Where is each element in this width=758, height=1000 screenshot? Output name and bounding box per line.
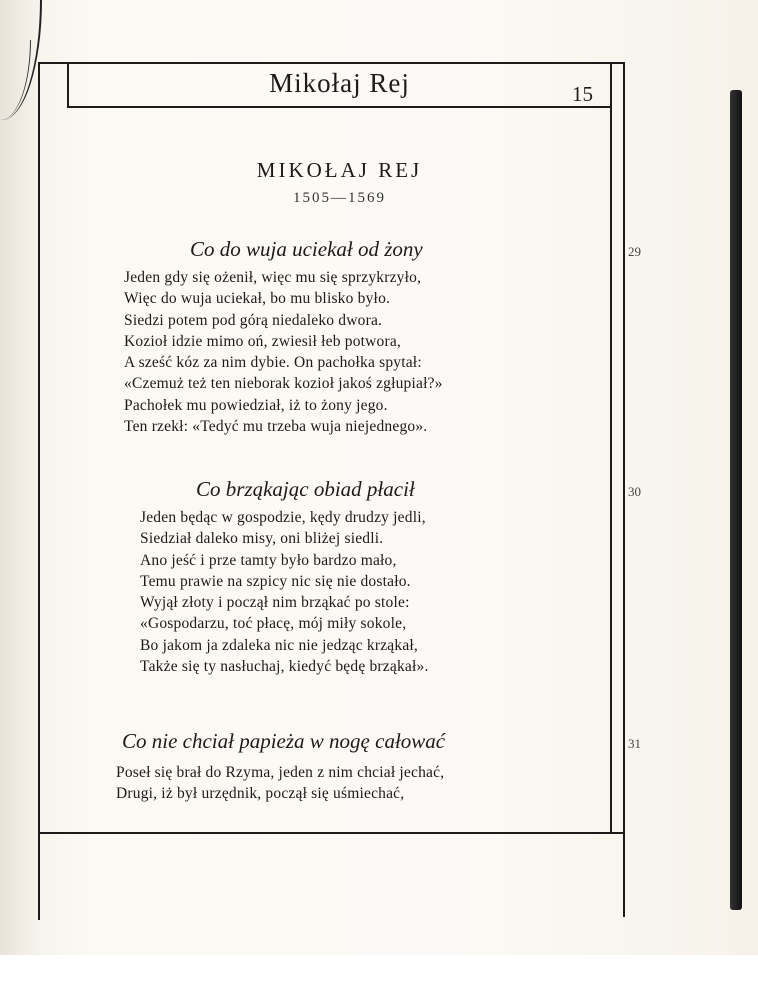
poem-body <box>124 267 443 437</box>
poem-title: Co nie chciał papieża w nogę całować <box>122 729 446 753</box>
poem-line: Siedział daleko misy, oni bliżej siedli. <box>140 530 384 548</box>
poem-line: Jeden gdy się ożenił, więc mu się sprzykrzyło, <box>124 269 422 286</box>
poem-line: Także się ty nasłuchaj, kiedyć będę brząkał». <box>140 658 429 676</box>
poem-body <box>116 762 444 805</box>
poem-line: Poseł się brał do Rzyma, jeden z nim chciał jechać, <box>116 764 445 781</box>
poem-line: Ten rzekł: «Tedyć mu trzeba wuja niejednego». <box>124 418 428 436</box>
poem-title: Co do wuja uciekał od żony <box>190 237 423 261</box>
book-cover-edge <box>730 90 742 910</box>
frame-top-rule <box>38 62 624 64</box>
poem-line: Temu prawie na szpicy nic się nie dostało. <box>140 572 411 590</box>
page-bottom-margin <box>0 955 758 1000</box>
frame-left-rule <box>38 62 40 920</box>
poem-line: Jeden będąc w gospodzie, kędy drudzy jedli, <box>140 509 426 526</box>
poem-line: Bo jakom ja zdaleka nic nie jedząc krząkał, <box>140 636 418 654</box>
running-head-title: Mikołaj Rej <box>269 68 410 98</box>
page-number: 15 <box>572 82 593 106</box>
author-years: 1505—1569 <box>293 190 386 206</box>
frame-bottom-rule <box>38 832 624 834</box>
previous-page-edge <box>0 0 40 1000</box>
poem-line: «Gospodarzu, toć płacę, mój miły sokole, <box>140 615 407 633</box>
poem-line: Kozioł idzie mimo oń, zwiesił łeb potwora, <box>124 332 402 350</box>
poem-number: 29 <box>628 244 641 259</box>
poem-number: 30 <box>628 484 641 499</box>
poem-line: Wyjął złoty i począł nim brząkać po stole: <box>140 594 410 612</box>
poem-line: Pachołek mu powiedział, iż to żony jego. <box>124 396 388 414</box>
poem-line: «Czemuż też ten nieborak kozioł jakoś zgłupiał?» <box>124 375 443 393</box>
page-curl-line <box>0 40 31 120</box>
header-bottom-rule <box>67 106 612 108</box>
author-heading: MIKOŁAJ REJ <box>256 158 423 182</box>
poem-line: Siedzi potem pod górą niedaleko dwora. <box>124 311 383 329</box>
frame-outer-right-rule <box>623 62 625 917</box>
poem-body <box>140 507 429 677</box>
poem-line: Więc do wuja uciekał, bo mu blisko było. <box>124 290 391 308</box>
poem-line: Drugi, iż był urzędnik, począł się uśmiechać, <box>116 785 405 803</box>
poem-line: Ano jeść i prze tamty było bardzo mało, <box>140 551 397 569</box>
poem-line: A sześć kóz za nim dybie. On pachołka spytał: <box>124 354 422 372</box>
poem-number: 31 <box>628 736 641 751</box>
poem-title: Co brząkając obiad płacił <box>196 477 415 501</box>
